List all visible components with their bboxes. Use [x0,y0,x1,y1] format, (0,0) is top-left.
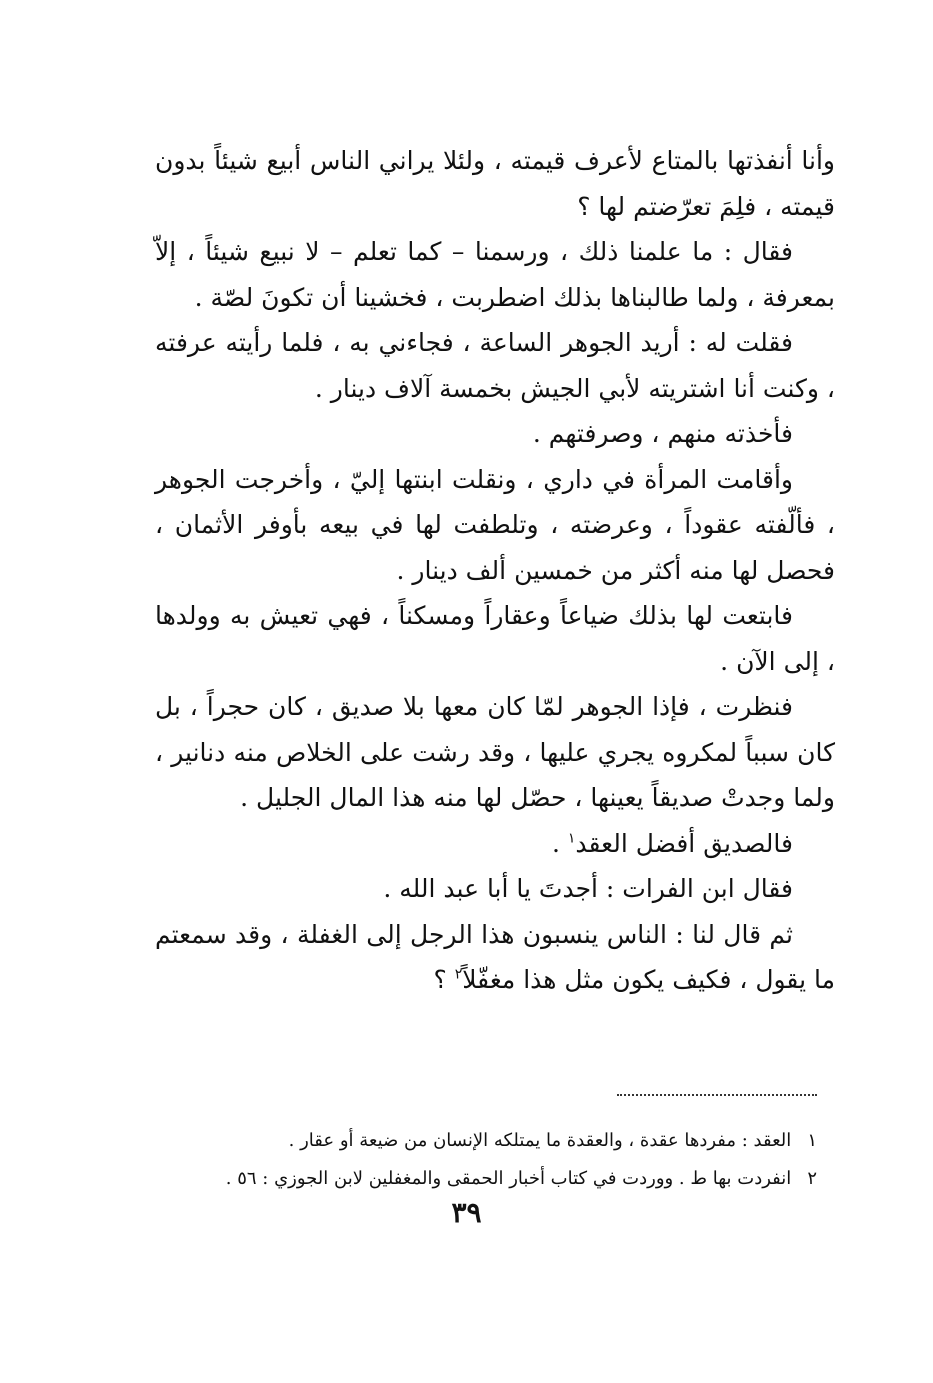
paragraph: فقال ابن الفرات : أجدتَ يا أبا عبد الله . [383,874,793,903]
paragraph: وأقامت المرأة في داري ، ونقلت ابنتها إليّ ، وأخرجت الجوهر ، فألّفته عقوداً ، وعرضته ، وتلطفت لها في بيعه بأوفر الأثمان ، فحصل لها منه أكثر من خمسين ألف دينار . [155,464,835,585]
footnote-marker: ١ [567,830,576,847]
main-text [155,138,835,1003]
paragraph: ثم قال لنا : الناس ينسبون هذا الرجل إلى الغفلة ، وقد سمعتم ما يقول ، فكيف يكون مثل هذا مغفّلاً$^٢$ ؟ [155,919,835,994]
paragraph: فنظرت ، فإذا الجوهر لمّا كان معها بلا صديق ، كان حجراً ، بل كان سبباً لمكروه يجري عليها ، وقد رشت على الخلاص منه دنانير ، ولما وجدتْ صديقاً يعينها ، حصّل لها منه هذا المال الجليل . [155,692,835,812]
footnote-text: العقد : مفردها عقدة ، والعقدة ما يمتلكه الإنسان من ضيعة أو عقار . [288,1130,792,1151]
paragraph: وأنا أنفذتها بالمتاع لأعرف قيمته ، ولئلا يراني الناس أبيع شيئاً بدون قيمته ، فلِمَ تعرّضتم لها ؟ [155,146,835,221]
paragraph: فقال : ما علمنا ذلك ، ورسمنا – كما تعلم – لا نبيع شيئاً ، إلاّ بمعرفة ، ولما طالبناها بذلك اضطربت ، فخشينا أن تكونَ لصّة . [155,237,835,312]
footnote-item [217,1160,817,1198]
footnote-text: انفردت بها ط . ووردت في كتاب أخبار الحمقى والمغفلين لابن الجوزي : ٥٦ . [225,1168,792,1189]
footnote-number: ١ [807,1130,817,1151]
footnote-item [217,1122,817,1160]
paragraph: فابتعت لها بذلك ضياعاً وعقاراً ومسكناً ، فهي تعيش به وولدها ، إلى الآن . [155,601,835,676]
footnotes [217,1122,817,1198]
paragraph: فالصديق أفضل العقد$^١$ . [551,828,793,858]
page-number: ٣٩ [451,1196,482,1229]
footnote-marker: ٢ [454,966,463,983]
footnote-number: ٢ [807,1168,817,1189]
paragraph: فقلت له : أريد الجوهر الساعة ، فجاءني به ، فلما رأيته عرفته ، وكنت أنا اشتريته لأبي الجيش بخمسة آلاف دينار . [155,328,835,403]
paragraph: فأخذته منهم ، وصرفتهم . [532,419,793,448]
footnote-divider [617,1094,817,1096]
